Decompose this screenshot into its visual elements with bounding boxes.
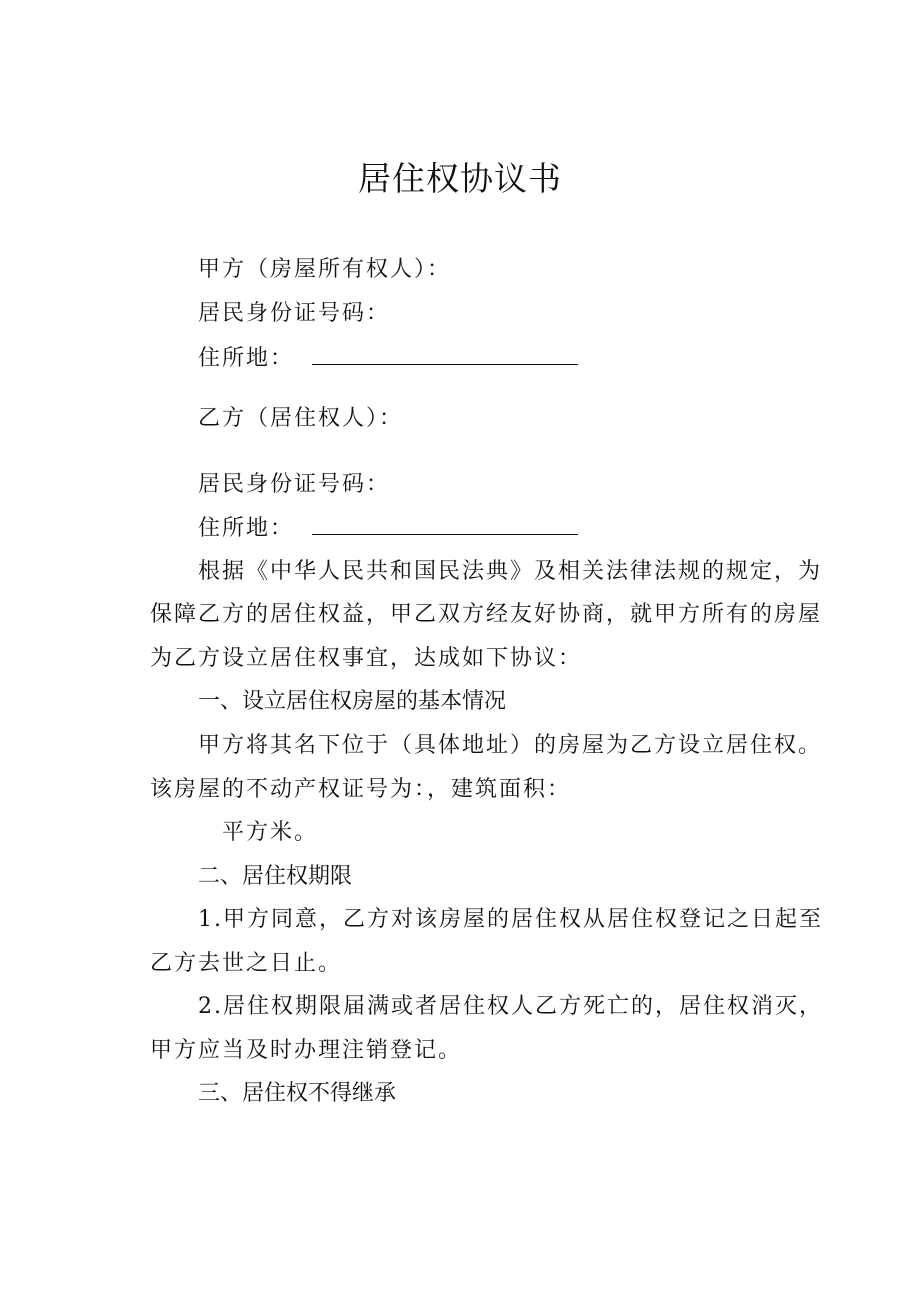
section-2-heading: 二、居住权期限	[198, 864, 353, 889]
preamble-line: 保障乙方的居住权益，甲乙双方经友好协商，就甲方所有的房屋	[150, 602, 823, 627]
party-b-id-label: 居民身份证号码：	[198, 472, 391, 497]
party-a-address-label: 住所地：	[198, 346, 295, 371]
section-2-line: 甲方应当及时办理注销登记。	[150, 1038, 463, 1063]
party-a-id-label: 居民身份证号码：	[198, 301, 391, 326]
section-1-line: 甲方将其名下位于（具体地址）的房屋为乙方设立居住权。	[198, 733, 823, 758]
party-a-address-blank	[312, 346, 578, 365]
section-3-heading: 三、居住权不得继承	[198, 1081, 397, 1106]
section-2-line: 1.甲方同意，乙方对该房屋的居住权从居住权登记之日起至	[198, 907, 823, 932]
party-b-label: 乙方（居住权人）：	[198, 406, 404, 431]
party-a-address-row	[198, 346, 578, 370]
section-1-heading: 一、设立居住权房屋的基本情况	[198, 689, 507, 714]
party-b-address-row	[198, 516, 578, 540]
preamble-line: 根据《中华人民共和国民法典》及相关法律法规的规定，为	[198, 559, 823, 584]
document-title: 居住权协议书	[358, 159, 562, 198]
party-a-label: 甲方（房屋所有权人）：	[198, 257, 452, 282]
section-1-line: 平方米。	[222, 820, 319, 845]
section-2-line: 2.居住权期限届满或者居住权人乙方死亡的，居住权消灭，	[198, 994, 823, 1019]
section-1-line: 该房屋的不动产权证号为：，建筑面积：	[150, 777, 572, 802]
party-b-address-label: 住所地：	[198, 516, 295, 541]
party-b-address-blank	[312, 516, 578, 535]
section-2-line: 乙方去世之日止。	[150, 951, 343, 976]
preamble-line: 为乙方设立居住权事宜，达成如下协议：	[150, 646, 583, 671]
